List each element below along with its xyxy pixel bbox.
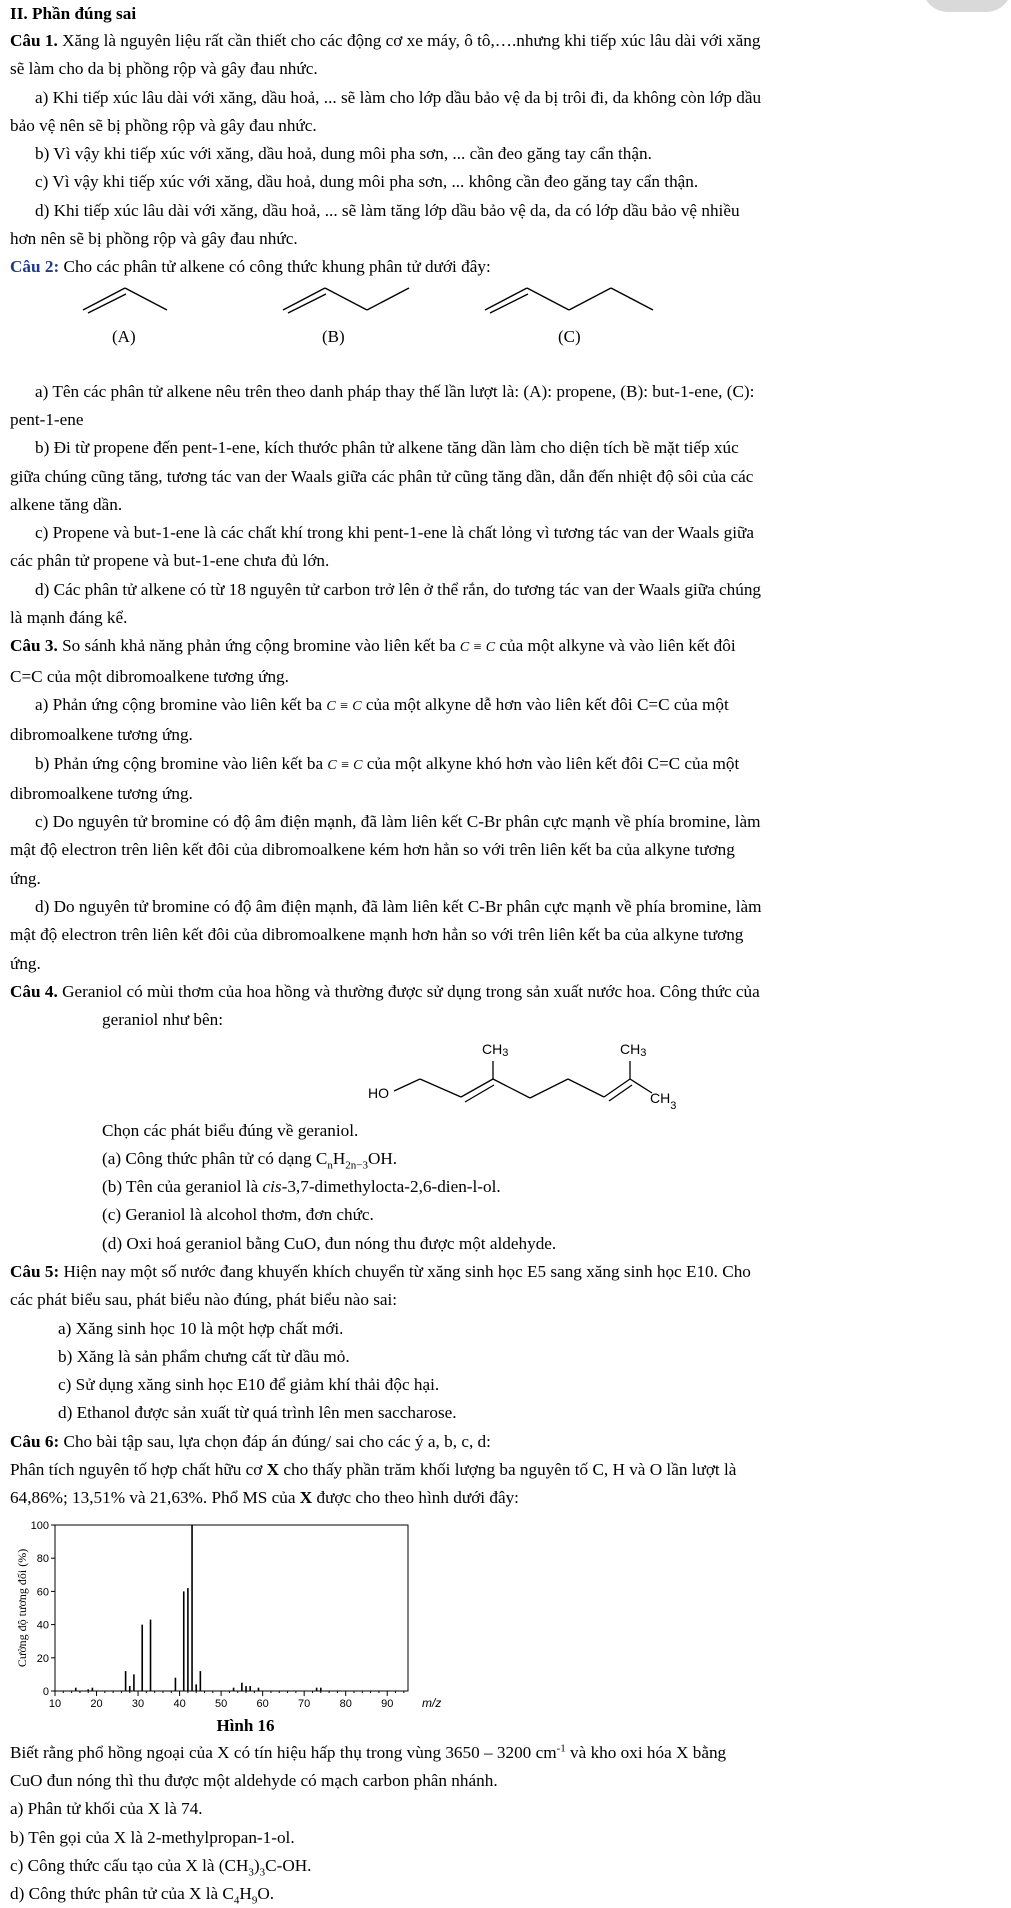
q4-option-c: (c) Geraniol là alcohol thơm, đơn chức.	[102, 1205, 374, 1225]
alkene-structures	[10, 282, 730, 378]
q6-option-a: a) Phân tử khối của X là 74.	[10, 1799, 203, 1819]
geraniol-structure-figure	[10, 1035, 1000, 1117]
label-a: (A)	[112, 326, 136, 346]
q6-ir-info: Biết rằng phổ hồng ngoại của X có tín hiệu hấp thụ trong vùng 3650 – 3200 $cm^{-1}$ và kho oxi hóa X bằng	[10, 1741, 727, 1762]
q5-option-d: d) Ethanol được sản xuất từ quá trình lên men saccharose.	[58, 1403, 457, 1423]
x-tick-label: 80	[339, 1697, 352, 1710]
q1-stem: Câu 1. Xăng là nguyên liệu rất cần thiết cho các động cơ xe máy, ô tô,….nhưng khi tiếp xúc lâu dài với xăng	[10, 31, 761, 50]
ch3-label-1: CH3	[482, 1040, 509, 1059]
q2-option-d: d) Các phân tử alkene có từ 18 nguyên tử carbon trở lên ở thể rắn, do tương tác van der Waals giữa chúng	[35, 579, 762, 599]
q5-option-a: a) Xăng sinh học 10 là một hợp chất mới.	[58, 1318, 344, 1338]
q5-stem: Câu 5: Hiện nay một số nước đang khuyến khích chuyển từ xăng sinh học E5 sang xăng sinh học E10. Cho	[10, 1261, 751, 1281]
x-tick-label: 30	[131, 1697, 145, 1710]
y-axis-label: Cường độ tương đối (%)	[15, 1548, 29, 1667]
x-axis-label: m/z	[422, 1695, 442, 1710]
y-tick-label: 0	[42, 1685, 49, 1698]
chart-title: Hình 16	[216, 1715, 275, 1735]
q4-stem: Câu 4. Geraniol có mùi thơm của hoa hồng và thường được sử dụng trong sản xuất nước hoa. Công thức của	[10, 981, 760, 1001]
q3-stem: Câu 3. So sánh khả năng phản ứng cộng bromine vào liên kết ba C ≡ C của một alkyne và vào liên kết đôi	[10, 636, 736, 656]
ms-spectrum-figure	[10, 1513, 1000, 1739]
q4-option-b: (b) Tên của geraniol là cis-3,7-dimethylocta-2,6-dien-l-ol.	[102, 1177, 501, 1197]
ch3-label-2: CH3	[620, 1040, 647, 1059]
q3-option-a: a) Phản ứng cộng bromine vào liên kết ba C ≡ C của một alkyne dễ hơn vào liên kết đôi C=C của một	[35, 694, 729, 714]
y-tick-label: 60	[36, 1586, 49, 1599]
x-tick-label: 70	[298, 1697, 311, 1710]
ch3-label-3: $CH_3$	[650, 1089, 677, 1112]
x-tick-label: 20	[90, 1697, 103, 1710]
x-tick-label: 90	[381, 1697, 394, 1710]
q2-stem: Câu 2: Cho các phân tử alkene có công thức khung phân tử dưới đây:	[10, 257, 491, 277]
section-heading: II. Phần đúng sai	[10, 4, 137, 23]
x-tick-label: 10	[48, 1697, 62, 1710]
plot-frame	[55, 1525, 408, 1691]
q1-option-d: d) Khi tiếp xúc lâu dài với xăng, dầu hoả, ... sẽ làm tăng lớp dầu bảo vệ da, da có lớp dầu bảo vệ nhiều	[35, 200, 740, 220]
q2-option-b: b) Đi từ propene đến pent-1-ene, kích thước phân tử alkene tăng dần làm cho diện tích bề mặt tiếp xúc	[35, 438, 739, 458]
q1-option-b: b) Vì vậy khi tiếp xúc với xăng, dầu hoả, dung môi pha sơn, ... cần đeo găng tay cẩn thận.	[35, 144, 652, 164]
geraniol-structure	[10, 1035, 730, 1117]
y-tick-label: 80	[36, 1552, 49, 1565]
x-tick-label: 50	[214, 1697, 228, 1710]
q5-option-b: b) Xăng là sản phẩm chưng cất từ dầu mỏ.	[58, 1346, 350, 1366]
y-tick-label: 100	[30, 1519, 49, 1532]
q6-option-d: d) Công thức phân tử của X là $C_4H_9O$.	[10, 1884, 275, 1907]
q1-option-a: a) Khi tiếp xúc lâu dài với xăng, dầu hoả, ... sẽ làm cho lớp dầu bảo vệ da bị trôi đi, da không còn lớp dầu	[35, 87, 762, 107]
alkene-skeletal-figure	[10, 282, 1000, 378]
q3-option-c: c) Do nguyên tử bromine có độ âm điện mạnh, đã làm liên kết C-Br phân cực mạnh về phía bromine, làm	[35, 812, 761, 832]
y-tick-label: 40	[36, 1619, 49, 1632]
label-b: (B)	[322, 326, 345, 346]
document-page: II. Phần đúng sai Câu 1. Xăng là nguyên liệu rất cần thiết cho các động cơ xe máy, ô tô,….nhưng khi tiếp xúc lâu dài với xăng sẽ làm cho da bị phồng rộp và gây đau nhức. a) Khi tiếp xúc lâu dài với xăng, dầu hoả, ... sẽ làm cho lớp dầu bảo vệ da bị trôi đi, da không còn lớp dầu bảo vệ nên sẽ bị phồng rộp và gây đau nhức. b) Vì vậy khi tiếp xúc với xăng, dầu hoả, dung môi pha sơn, ... cần đeo găng tay cẩn thận. c) Vì vậy khi tiếp xúc với xăng, dầu hoả, dung môi pha sơn, ... không cần đeo găng tay cẩn thận. d) Khi tiếp xúc lâu dài với xăng, dầu hoả, ... sẽ làm tăng lớp dầu bảo vệ da, da có lớp dầu bảo vệ nhiều hơn nên sẽ bị phồng rộp và gây đau nhức. Câu 2: Cho các phân tử alkene có công thức khung phân tử dưới đây: (A) (B) (C) a) Tên các phân tử alkene nêu trên theo danh pháp thay thế lần lượt là: (A): propene, (B): but-1-ene, (C): pent-1-ene b) Đi từ propene đến pent-1-ene, kích thước phân tử alkene tăng dần làm cho diện tích bề mặt tiếp xúc giữa chúng cũng tăng, tương tác van der Waals giữa các phân tử cũng tăng dần, dẫn đến nhiệt độ sôi của các alkene tăng dần. c) Propene và but-1-ene là các chất khí trong khi pent-1-ene là chất lỏng vì tương tác van der Waals giữa các phân tử propene và but-1-ene chưa đủ lớn. d) Các phân tử alkene có từ 18 nguyên tử carbon trở lên ở thể rắn, do tương tác van der Waals giữa chúng là mạnh đáng kể. Câu 3. So sánh khả năng phản ứng cộng bromine vào liên kết ba C ≡ C của một alkyne và vào liên kết đôi C=C của một dibromoalkene tương ứng. a) Phản ứng cộng bromine vào liên kết ba C ≡ C của một alkyne dễ hơn vào liên kết đôi C=C của một dibromoalkene tương ứng. b) Phản ứng cộng bromine vào liên kết ba C ≡ C của một alkyne khó hơn vào liên kết đôi C=C của một dibromoalkene tương ứng. c) Do nguyên tử bromine có độ âm điện mạnh, đã làm liên kết C-Br phân cực mạnh về phía bromine, làm mật độ electron trên liên kết đôi của dibromoalkene kém hơn hẳn so với trên liên kết ba của alkyne tương ứng. d) Do nguyên tử bromine có độ âm điện mạnh, đã làm liên kết C-Br phân cực mạnh về phía bromine, làm mật độ electron trên liên kết đôi của dibromoalkene mạnh hơn hẳn so với trên liên kết ba của alkyne tương ứng. Câu 4. Geraniol có mùi thơm của hoa hồng và thường được sử dụng trong sản xuất nước hoa. Công thức của geraniol như bên: CH3 CH3 $CH_3$ HO Chọn các phát biểu đúng về geraniol. (a) Công thức phân tử có dạng $C_nH_{2n-3}OH$. (b) Tên của geraniol là cis-3,7-dimethylocta-2,6-dien-l-ol. (c) Geraniol là alcohol thơm, đơn chức. (d) Oxi hoá geraniol bằng CuO, đun nóng thu được một aldehyde. Câu 5: Hiện nay một số nước đang khuyến khích chuyển từ xăng sinh học E5 sang xăng sinh học E10. Cho các phát biểu sau, phát biểu nào đúng, phát biểu nào sai: a) Xăng sinh học 10 là một hợp chất mới. b) Xăng là sản phẩm chưng cất từ dầu mỏ. c) Sử dụng xăng sinh học E10 để giảm khí thải độc hại. d) Ethanol được sản xuất từ quá trình lên men saccharose. Câu 6: Cho bài tập sau, lựa chọn đáp án đúng/ sai cho các ý a, b, c, d: Phân tích nguyên tố hợp chất hữu cơ X cho thấy phần trăm khối lượng ba nguyên tố C, H và O lần lượt là 64,86%; 13,51% và 21,63%. Phổ MS của X được cho theo hình dưới đây: 0 20 40 60 80 100 10 20 30 40 50 60 70 80 90 m/z Cường độ tương đối (%) Hình 16 Biết rằng phổ hồng ngoại của X có tín hiệu hấp thụ trong vùng 3650 – 3200 $cm^{-1}$ và kho oxi hóa X bằng CuO đun nóng thì thu được một aldehyde có mạch carbon phân nhánh. a) Phân tử khối của X là 74. b) Tên gọi của X là 2-methylpropan-1-ol. c) Công thức cấu tạo của X là $(CH_3)_3C-OH$. d) Công thức phân tử của X là $C_4H_9O$.	[10, 0, 1000, 1908]
x-tick-label: 40	[173, 1697, 186, 1710]
q1-option-c: c) Vì vậy khi tiếp xúc với xăng, dầu hoả, dung môi pha sơn, ... không cần đeo găng tay cẩn thận.	[35, 172, 699, 192]
q6-option-b: b) Tên gọi của X là 2-methylpropan-1-ol.	[10, 1827, 295, 1847]
q4-prompt: Chọn các phát biểu đúng về geraniol.	[102, 1120, 359, 1140]
q6-stem: Câu 6: Cho bài tập sau, lựa chọn đáp án đúng/ sai cho các ý a, b, c, d:	[10, 1431, 491, 1451]
ho-label: HO	[368, 1084, 389, 1101]
q2-option-c: c) Propene và but-1-ene là các chất khí trong khi pent-1-ene là chất lỏng vì tương tác van der Waals giữa	[35, 523, 754, 543]
q4-option-a: (a) Công thức phân tử có dạng $C_nH_{2n-3}OH$.	[102, 1148, 398, 1172]
x-tick-label: 60	[256, 1697, 269, 1710]
q4-option-d: (d) Oxi hoá geraniol bằng CuO, đun nóng thu được một aldehyde.	[102, 1233, 557, 1253]
q3-option-d: d) Do nguyên tử bromine có độ âm điện mạnh, đã làm liên kết C-Br phân cực mạnh về phía bromine, làm	[35, 897, 762, 917]
label-c: (C)	[558, 326, 581, 346]
q5-option-c: c) Sử dụng xăng sinh học E10 để giảm khí thải độc hại.	[58, 1375, 440, 1395]
q6-option-c: c) Công thức cấu tạo của X là $(CH_3)_3C-OH$.	[10, 1855, 312, 1879]
q2-option-a: a) Tên các phân tử alkene nêu trên theo danh pháp thay thế lần lượt là: (A): propene, (B): but-1-ene, (C):	[35, 381, 755, 401]
q3-option-b: b) Phản ứng cộng bromine vào liên kết ba C ≡ C của một alkyne khó hơn vào liên kết đôi C=C của một	[35, 753, 740, 773]
y-tick-label: 20	[36, 1652, 49, 1665]
ms-spectrum-chart	[10, 1513, 450, 1739]
